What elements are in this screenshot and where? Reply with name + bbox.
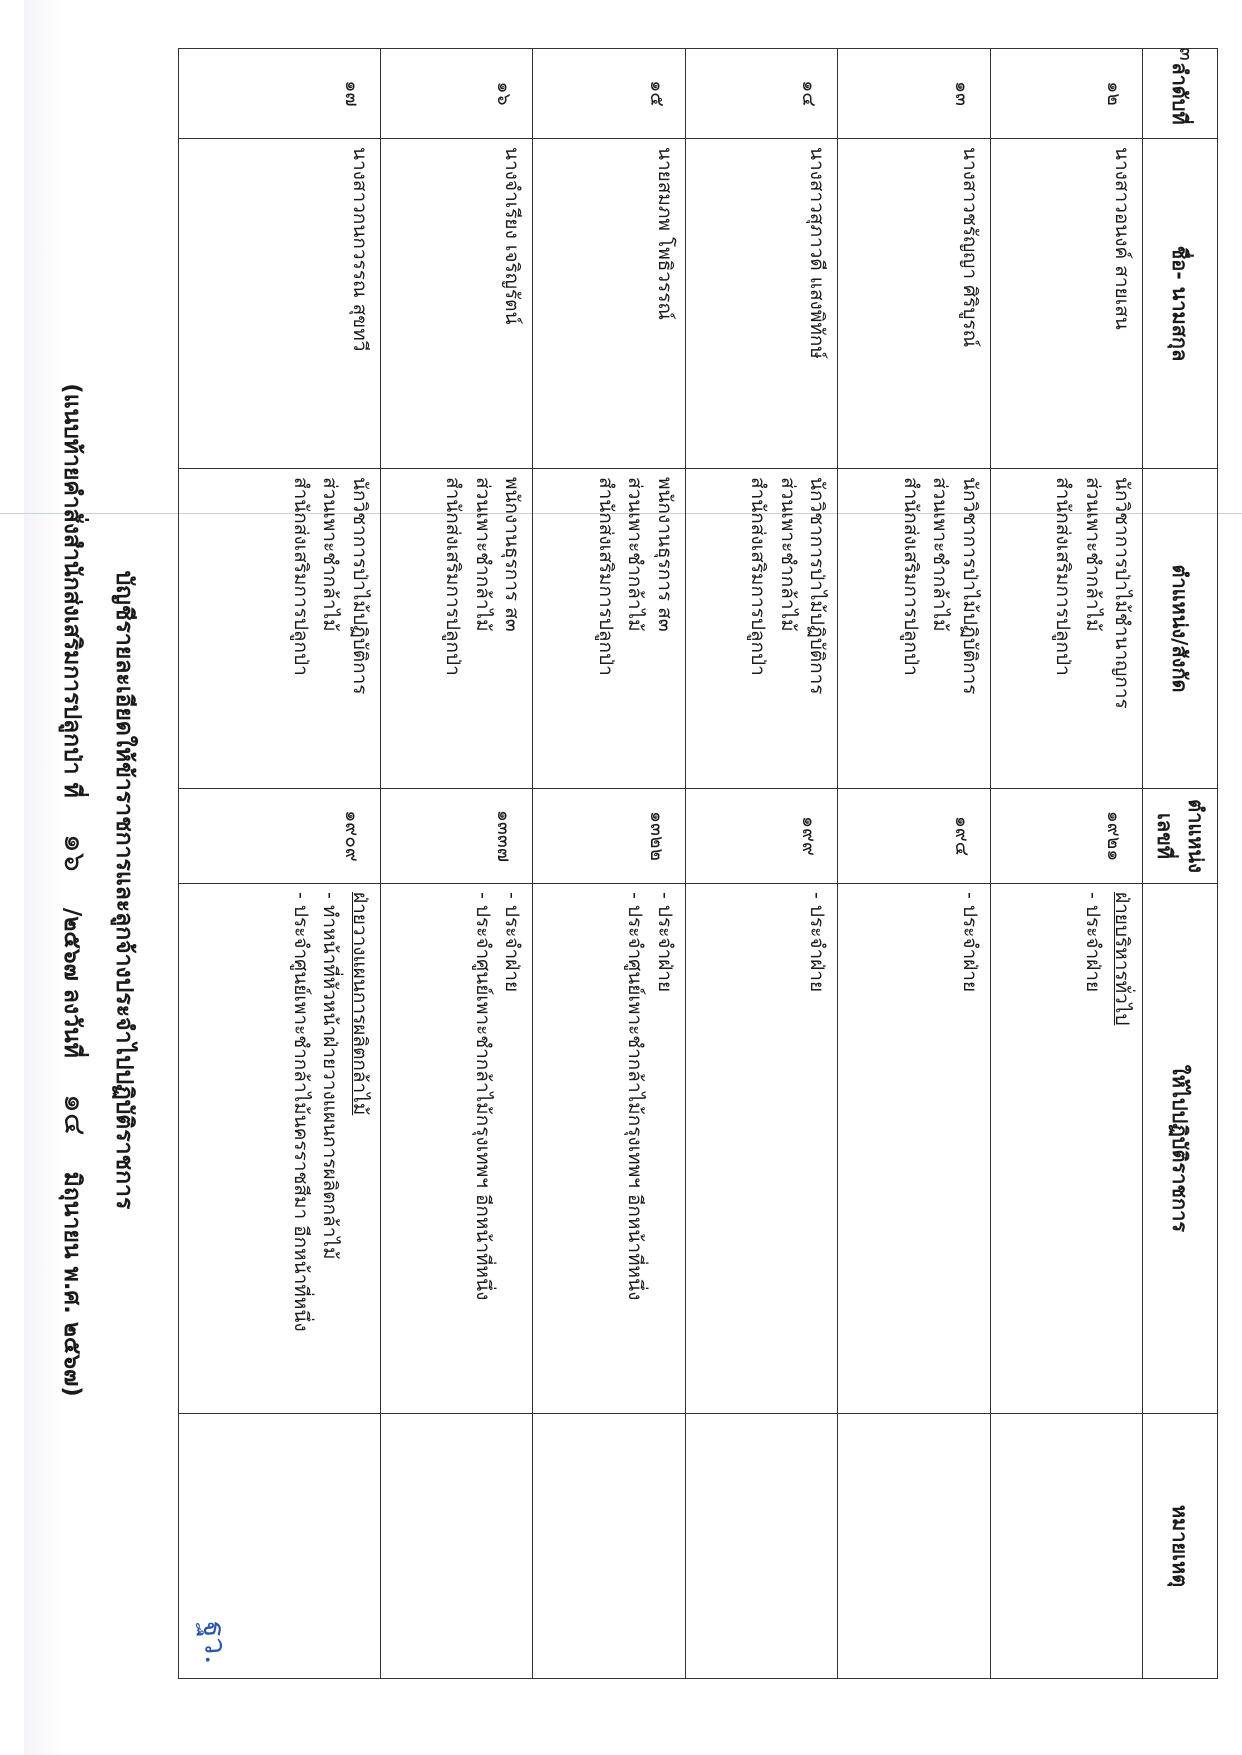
assignment-line: - ประจำฝ่าย bbox=[501, 892, 524, 993]
table-row bbox=[685, 49, 837, 1679]
cell-remark bbox=[380, 1414, 532, 1679]
cell-position bbox=[380, 469, 532, 789]
column-header-name: ชื่อ- นามสกุล bbox=[1143, 139, 1218, 469]
cell-full-name: นางสาวกนกวรรณ สุขทวี bbox=[179, 139, 381, 469]
assignment-table bbox=[178, 48, 1218, 1679]
assignment-line: - ประจำฝ่าย bbox=[806, 892, 829, 993]
document-header bbox=[51, 190, 142, 1590]
cell-remark bbox=[179, 1414, 381, 1679]
order-day: ๑๔ bbox=[57, 1093, 92, 1136]
cell-remark bbox=[838, 1414, 990, 1679]
subtitle-prefix: (แนบท้ายคำสั่งสำนักส่งเสริมการปลูกป่า ที่ bbox=[59, 383, 85, 798]
position-line: นักวิชาการป่าไม้ชำนาญการ bbox=[1111, 477, 1133, 709]
subtitle-mid: /๒๕๖๗ ลงวันที่ bbox=[59, 907, 85, 1058]
document-subtitle bbox=[51, 190, 98, 1590]
assignment-line: - ทำหน้าที่หัวหน้าฝ่ายวางแผนการผลิตกล้าไม้ bbox=[319, 892, 342, 1260]
position-line: พนักงานธุรการ ส๓ bbox=[653, 477, 676, 632]
table-body bbox=[179, 49, 1143, 1679]
assignment-section-heading: ฝ่ายวางแผนการผลิตกล้าไม้ bbox=[348, 892, 371, 1116]
position-line: นักวิชาการป่าไม้ปฏิบัติการ bbox=[958, 477, 981, 695]
assignment-line: - ประจำฝ่าย bbox=[958, 892, 981, 993]
cell-position bbox=[685, 469, 837, 789]
position-line: ส่วนเพาะชำกล้าไม้ bbox=[624, 477, 647, 632]
document-title: บัญชีรายละเอียดให้ข้าราชการและลูกจ้างประจำไปปฏิบัติราชการ bbox=[111, 570, 137, 1210]
table-row bbox=[990, 49, 1142, 1679]
cell-remark bbox=[990, 1414, 1142, 1679]
assignment-section-heading: ฝ่ายบริหารทั่วไป bbox=[1111, 892, 1133, 1026]
table-row bbox=[533, 49, 685, 1679]
table-row bbox=[380, 49, 532, 1679]
subtitle-suffix: มิถุนายน พ.ศ. ๒๕๖๗) bbox=[59, 1171, 85, 1397]
cell-full-name: นายสมภพ โพธิวรรณ์ bbox=[533, 139, 685, 469]
cell-full-name: นางจำเรียง เจริญรัตน์ bbox=[380, 139, 532, 469]
handwritten-initials: ฐว. bbox=[196, 1619, 234, 1666]
position-line: สำนักส่งเสริมการปลูกป่า bbox=[442, 477, 465, 676]
position-line: พนักงานธุรการ ส๓ bbox=[501, 477, 524, 632]
position-line: ส่วนเพาะชำกล้าไม้ bbox=[319, 477, 342, 632]
cell-seq-no: ๑๖ bbox=[380, 49, 532, 139]
cell-seq-no: ๑๒ bbox=[990, 49, 1142, 139]
cell-position-no: ๑๙๙ bbox=[685, 789, 837, 884]
column-header-assignment: ให้ไปปฏิบัติราชการ bbox=[1143, 884, 1218, 1414]
cell-position bbox=[990, 469, 1142, 789]
cell-assignment bbox=[685, 884, 837, 1414]
cell-seq-no: ๑๗ bbox=[179, 49, 381, 139]
cell-remark bbox=[685, 1414, 837, 1679]
position-line: ส่วนเพาะชำกล้าไม้ bbox=[929, 477, 952, 632]
cell-seq-no: ๑๔ bbox=[685, 49, 837, 139]
cell-assignment bbox=[380, 884, 532, 1414]
position-line: สำนักส่งเสริมการปลูกป่า bbox=[594, 477, 617, 676]
cell-position-no: ๑๓๒๒ bbox=[533, 789, 685, 884]
cell-position-no: ๑๓๓๗ bbox=[380, 789, 532, 884]
cell-full-name: นางสาวชรัญญา ศิริบูรณ์ bbox=[838, 139, 990, 469]
assignment-line: - ประจำศูนย์เพาะชำกล้าไม้กรุงเทพฯ อีกหน้าที่หนึ่ง bbox=[624, 892, 647, 1301]
position-line: นักวิชาการป่าไม้ปฏิบัติการ bbox=[806, 477, 829, 695]
cell-seq-no: ๑๓ bbox=[838, 49, 990, 139]
cell-assignment bbox=[838, 884, 990, 1414]
cell-position-no: ๑๙๐๙ bbox=[179, 789, 381, 884]
table-row bbox=[838, 49, 990, 1679]
order-number: ๑๖ bbox=[57, 833, 92, 872]
position-line: สำนักส่งเสริมการปลูกป่า bbox=[289, 477, 312, 676]
cell-assignment bbox=[179, 884, 381, 1414]
cell-position-no: ๑๙๔ bbox=[838, 789, 990, 884]
position-line: สำนักส่งเสริมการปลูกป่า bbox=[1052, 477, 1075, 676]
cell-position bbox=[838, 469, 990, 789]
cell-full-name: นางสาวสุภาวดี แสงพิทักษ์ bbox=[685, 139, 837, 469]
column-header-remark: หมายเหตุ bbox=[1143, 1414, 1218, 1679]
position-line: ส่วนเพาะชำกล้าไม้ bbox=[776, 477, 799, 632]
assignment-line: - ประจำฝ่าย bbox=[653, 892, 676, 993]
cell-assignment bbox=[533, 884, 685, 1414]
cell-seq-no: ๑๕ bbox=[533, 49, 685, 139]
cell-assignment bbox=[990, 884, 1142, 1414]
table-row bbox=[179, 49, 381, 1679]
cell-position-no: ๑๙๒๑ bbox=[990, 789, 1142, 884]
assignment-line: - ประจำฝ่าย bbox=[1081, 892, 1104, 993]
cell-remark bbox=[533, 1414, 685, 1679]
position-line: นักวิชาการป่าไม้ปฏิบัติการ bbox=[348, 477, 371, 695]
position-line: ส่วนเพาะชำกล้าไม้ bbox=[471, 477, 494, 632]
assignment-line: - ประจำศูนย์เพาะชำกล้าไม้กรุงเทพฯ อีกหน้าที่หนึ่ง bbox=[471, 892, 494, 1301]
column-header-position: ตำแหน่ง/สังกัด bbox=[1143, 469, 1218, 789]
page-number: ๓ bbox=[1174, 47, 1199, 61]
position-line: สำนักส่งเสริมการปลูกป่า bbox=[899, 477, 922, 676]
column-header-position-no: ตำแหน่ง เลขที่ bbox=[1143, 789, 1218, 884]
assignment-line: - ประจำศูนย์เพาะชำกล้าไม้นครราชสีมา อีกหน้าที่หนึ่ง bbox=[289, 892, 312, 1332]
position-line: ส่วนเพาะชำกล้าไม้ bbox=[1081, 477, 1104, 632]
position-line: สำนักส่งเสริมการปลูกป่า bbox=[747, 477, 770, 676]
column-header-no: ลำดับที่ bbox=[1143, 49, 1218, 139]
cell-position bbox=[179, 469, 381, 789]
cell-position bbox=[533, 469, 685, 789]
table-header-row bbox=[1143, 49, 1218, 1679]
cell-full-name: นางสาวอนงค์ สายเสน bbox=[990, 139, 1142, 469]
